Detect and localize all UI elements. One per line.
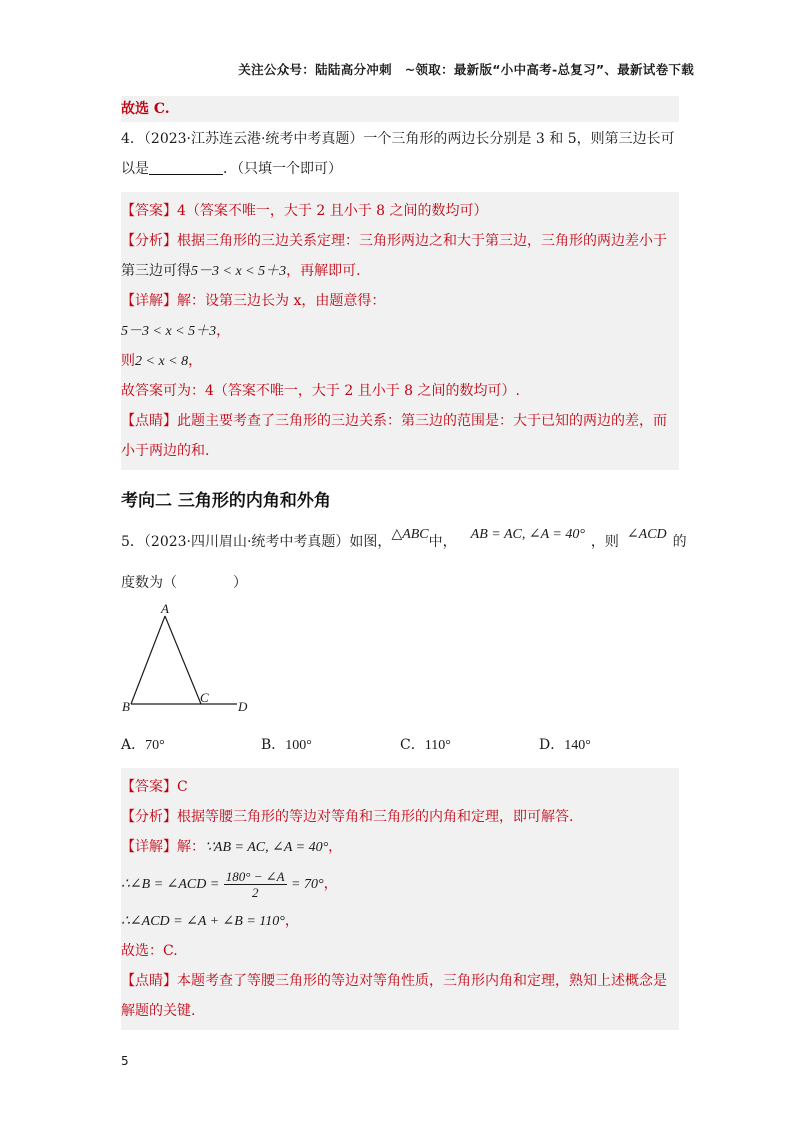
a5-step3 (121, 906, 679, 936)
q5-mid: 中， (428, 534, 457, 550)
q5-then: ，则 (590, 534, 619, 550)
a4-analysis-inequality: 5－3 < x < 5＋3 (191, 264, 287, 279)
q4-line2-end: ．（只填一个即可） (223, 161, 342, 177)
page-content (121, 96, 687, 1030)
option-b[interactable] (261, 730, 312, 761)
q5-triangle: △ABC (391, 527, 429, 542)
a5-analysis: 【分析】根据等腰三角形的等边对等角和三角形的内角和定理，即可解答. (121, 809, 574, 825)
a5-step1-tail: ， (328, 839, 343, 855)
a5-detail (121, 832, 679, 862)
a4-ineq1-tail: ， (216, 323, 231, 339)
a4-detail-label: 【详解】 (121, 293, 177, 309)
a4-analysis-2-end: ，再解即可. (286, 263, 361, 279)
a5-comment-1: 【点睛】本题考查了等腰三角形的等边对等角性质，三角形内角和定理，熟知上述概念是 (121, 973, 667, 989)
option-b-label: B． (261, 737, 286, 753)
option-a-value: 70° (145, 738, 165, 753)
triangle-figure (121, 604, 261, 716)
a4-comment-2: 小于两边的和. (121, 443, 210, 459)
a5-step2-denominator: 2 (251, 884, 259, 900)
vertex-label-c: C (200, 690, 209, 705)
page-number: 5 (121, 1054, 129, 1068)
a4-detail-text: 解：设第三边长为 x，由题意得： (177, 293, 386, 309)
a4-analysis-1: 【分析】根据三角形的三边关系定理：三角形两边之和大于第三边，三角形的两边差小于 (121, 233, 667, 249)
a4-answer: 【答案】4（答案不唯一，大于 2 且小于 8 之间的数均可） (121, 203, 488, 219)
q5-prefix: 5．（2023·四川眉山·统考中考真题）如图， (121, 534, 392, 550)
section-title: 考向二 三角形的内角和外角 (121, 491, 331, 511)
a5-step2-pre: ∴∠B = ∠ACD = (121, 877, 220, 892)
prev-conclusion: 故选 C. (121, 101, 170, 117)
prev-answer-block (121, 96, 679, 122)
option-c-value: 110° (424, 738, 451, 753)
q5-condition: AB = AC, ∠A = 40° (470, 527, 585, 542)
question-5 (121, 524, 687, 760)
a4-analysis-2-start: 第三边可得 (121, 263, 191, 279)
q4-line2-start: 以是 (121, 161, 149, 177)
vertex-label-d: D (238, 699, 248, 714)
a5-answer: 【答案】C (121, 779, 188, 795)
a4-comment-1: 【点睛】此题主要考查了三角形的三边关系：第三边的范围是：大于已知的两边的差，而 (121, 413, 667, 429)
a4-analysis-2 (121, 256, 679, 286)
a5-step1: ∵AB = AC, ∠A = 40° (205, 840, 329, 855)
a4-inequality-2 (121, 346, 679, 376)
a5-step3-math: ∴∠ACD = ∠A + ∠B = 110° (121, 914, 285, 929)
vertex-label-b: B (122, 699, 130, 714)
q5-line2: 度数为（ ） (121, 575, 247, 591)
option-c[interactable] (400, 730, 451, 761)
option-a[interactable] (121, 730, 165, 761)
q5-target: ∠ACD (626, 527, 667, 542)
q4-line2 (121, 154, 679, 184)
question-4 (121, 124, 679, 184)
option-d-label: D． (539, 737, 565, 753)
q5-options (121, 730, 679, 760)
vertex-label-a: A (161, 604, 169, 616)
q4-line1: 4．（2023·江苏连云港·统考中考真题）一个三角形的两边长分别是 3 和 5，则第三边长可 (121, 131, 675, 147)
answer-block-5 (121, 768, 679, 1030)
option-d-value: 140° (564, 738, 591, 753)
a5-step2-tail: ， (323, 876, 338, 892)
a4-ineq2-tail: ， (188, 353, 203, 369)
q5-suffix: 的 (672, 534, 687, 550)
page-header: 关注公众号：陆陆高分冲刺 ~领取：最新版“小中高考-总复习”、最新试卷下载 (238, 62, 694, 77)
answer-block-4 (121, 192, 679, 470)
q5-line1 (121, 524, 687, 560)
a5-detail-label: 【详解】 (121, 839, 177, 855)
a5-step3-tail: ， (284, 913, 299, 929)
option-c-label: C． (400, 737, 425, 753)
q4-answer-blank (149, 160, 223, 175)
a4-conclusion: 故答案可为：4（答案不唯一，大于 2 且小于 8 之间的数均可）. (121, 383, 520, 399)
a5-conclusion: 故选：C. (121, 943, 178, 959)
a5-step2-numerator: 180° − ∠A (225, 868, 285, 884)
a4-ineq2-math: 2 < x < 8 (135, 354, 189, 369)
a5-step2-post: = 70° (291, 877, 324, 892)
a4-inequality-1 (121, 316, 679, 346)
a4-ineq1-math: 5－3 < x < 5＋3 (121, 324, 217, 339)
a4-ineq2-pre: 则 (121, 353, 135, 369)
a4-detail (121, 286, 679, 316)
a5-detail-pre: 解： (177, 839, 205, 855)
a5-comment-2: 解题的关键. (121, 1003, 196, 1019)
a5-step2-fraction (224, 869, 287, 900)
option-b-value: 100° (285, 738, 312, 753)
option-a-label: A． (121, 737, 146, 753)
option-d[interactable] (539, 730, 591, 761)
a5-step2 (121, 862, 679, 906)
